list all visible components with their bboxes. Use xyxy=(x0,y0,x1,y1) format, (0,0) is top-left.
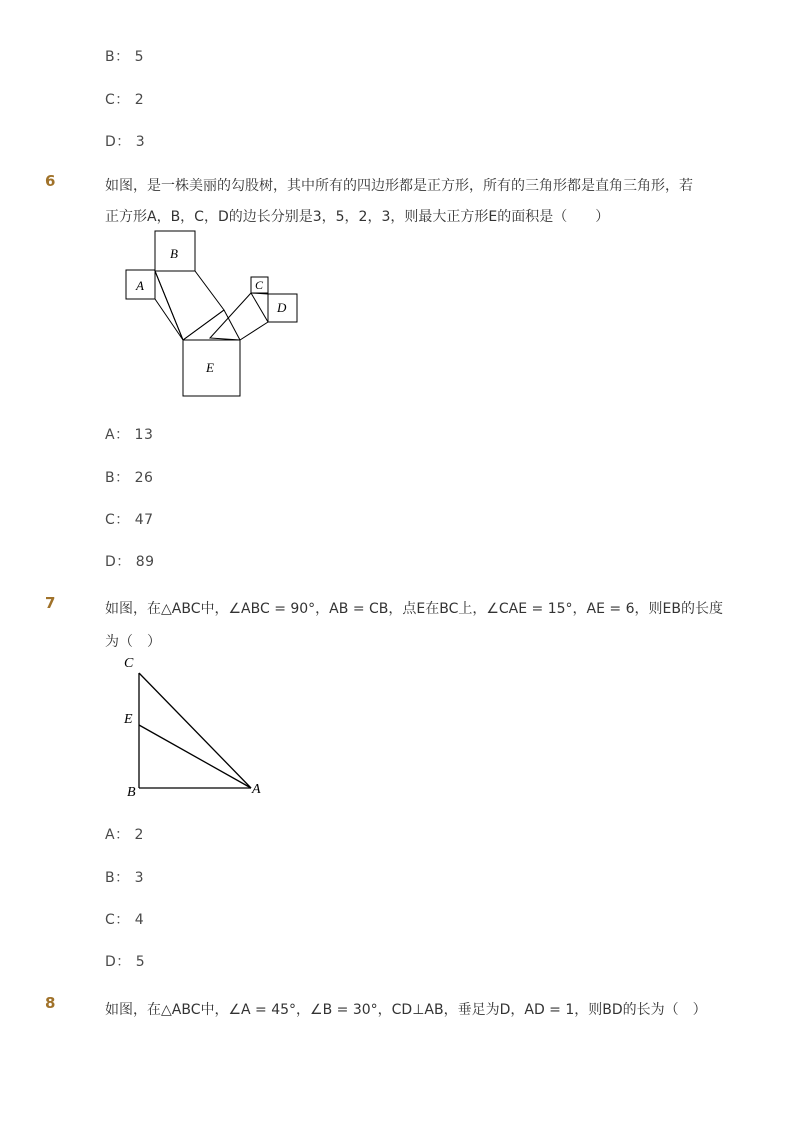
option-d[interactable] xyxy=(105,131,145,151)
label-b: B xyxy=(170,246,178,261)
segment-ea xyxy=(139,725,251,788)
option-d[interactable] xyxy=(105,551,155,571)
question-text-line: 如图，是一株美丽的勾股树，其中所有的四边形都是正方形，所有的三角形都是直角三角形，若 xyxy=(105,178,693,194)
label-c: C xyxy=(255,278,264,292)
triangle-figure xyxy=(118,650,268,802)
option-value: 13 xyxy=(134,427,154,443)
option-value: 5 xyxy=(134,49,144,65)
option-letter: D： xyxy=(105,954,131,970)
option-value: 47 xyxy=(134,512,154,528)
option-value: 2 xyxy=(134,827,144,843)
option-value: 89 xyxy=(135,554,155,570)
question-number: 8 xyxy=(45,994,56,1012)
option-letter: A： xyxy=(105,827,130,843)
tilted-square-left xyxy=(155,271,224,340)
option-letter: B： xyxy=(105,870,130,886)
question-number: 6 xyxy=(45,172,56,190)
option-value: 3 xyxy=(135,134,146,150)
option-d[interactable] xyxy=(105,951,145,971)
question-number: 7 xyxy=(45,594,56,612)
option-b[interactable] xyxy=(105,46,144,66)
option-letter: D： xyxy=(105,134,131,150)
option-letter: C： xyxy=(105,512,130,528)
option-c[interactable] xyxy=(105,909,144,929)
option-value: 5 xyxy=(135,954,146,970)
option-b[interactable] xyxy=(105,867,144,887)
option-letter: C： xyxy=(105,912,130,928)
side-ca xyxy=(139,673,251,788)
pythagoras-tree-figure xyxy=(120,228,310,400)
label-a: A xyxy=(252,782,261,797)
option-letter: B： xyxy=(105,470,130,486)
question-text-line: 如图，在△ABC中，∠A = 45°，∠B = 30°，CD⊥AB，垂足为D，AD = 1，则BD的长为（ ） xyxy=(105,1002,707,1018)
option-a[interactable] xyxy=(105,424,153,444)
label-b: B xyxy=(127,785,136,800)
question-text-line: 正方形A，B，C，D的边长分别是3，5，2，3，则最大正方形E的面积是（ ） xyxy=(105,209,610,225)
label-a: A xyxy=(136,278,144,293)
label-e: E xyxy=(206,360,214,375)
option-letter: C： xyxy=(105,92,130,108)
tilted-square-right xyxy=(210,293,268,340)
option-a[interactable] xyxy=(105,824,144,844)
option-c[interactable] xyxy=(105,89,144,109)
label-c: C xyxy=(124,656,134,671)
triangle xyxy=(155,271,183,340)
option-c[interactable] xyxy=(105,509,154,529)
option-value: 26 xyxy=(134,470,154,486)
option-b[interactable] xyxy=(105,467,153,487)
option-value: 2 xyxy=(134,92,145,108)
label-e: E xyxy=(124,712,133,727)
option-value: 3 xyxy=(134,870,144,886)
option-letter: A： xyxy=(105,427,130,443)
question-text-line: 为（ ） xyxy=(105,634,161,650)
label-d: D xyxy=(277,300,287,315)
option-value: 4 xyxy=(134,912,145,928)
question-text-line: 如图，在△ABC中，∠ABC = 90°，AB = CB，点E在BC上，∠CAE = 15°，AE = 6，则EB的长度 xyxy=(105,601,723,617)
option-letter: D： xyxy=(105,554,131,570)
option-letter: B： xyxy=(105,49,130,65)
